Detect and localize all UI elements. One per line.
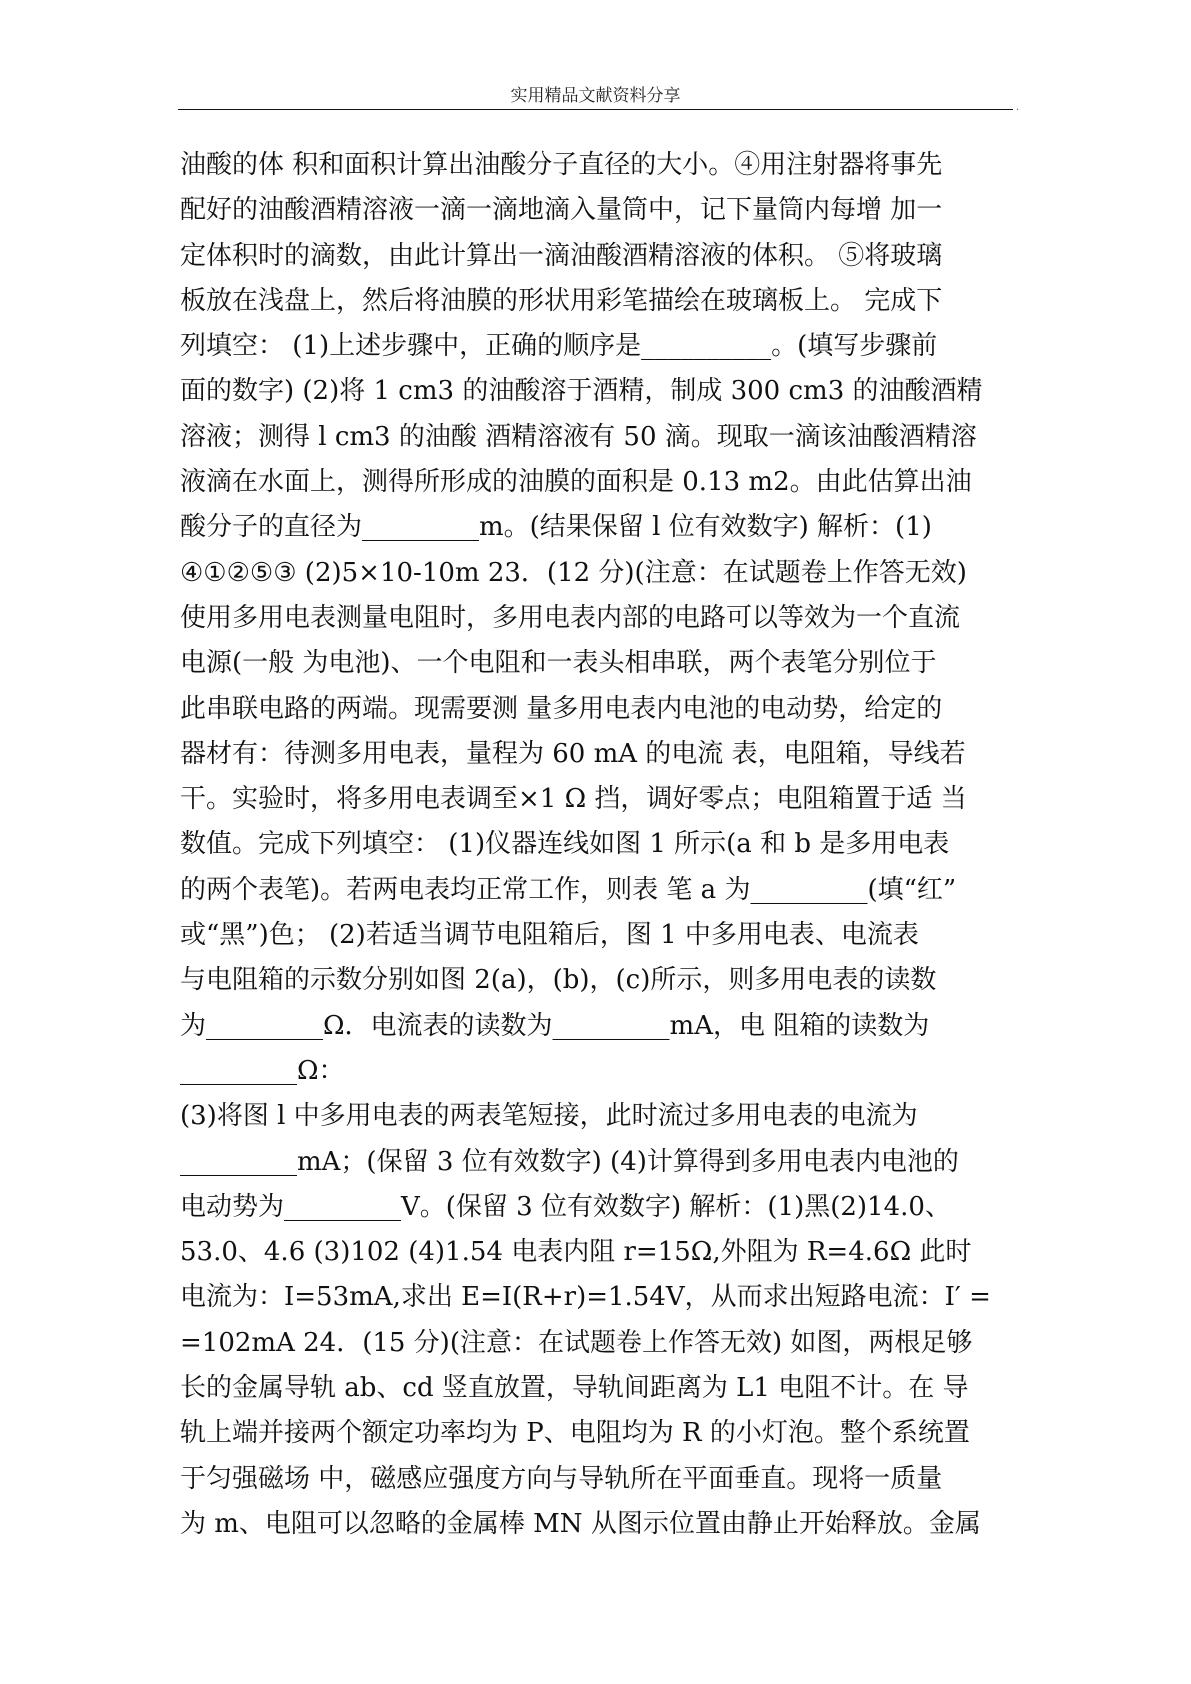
text-line: 液滴在水面上，测得所形成的油膜的面积是 0.13 m2。由此估算出油	[180, 467, 972, 498]
text-line: 干。实验时，将多用电表调至×1 Ω 挡，调好零点；电阻箱置于适 当	[180, 784, 967, 815]
text-line: 轨上端并接两个额定功率均为 P、电阻均为 R 的小灯泡。整个系统置	[180, 1418, 970, 1449]
text-line: _________Ω：	[180, 1055, 345, 1086]
text-line: 此串联电路的两端。现需要测 量多用电表内电池的电动势，给定的	[180, 693, 943, 724]
text-line: 数值。完成下列填空： (1)仪器连线如图 1 所示(a 和 b 是多用电表	[180, 829, 950, 860]
document-body	[180, 143, 1030, 1547]
text-line: 酸分子的直径为_________m。(结果保留 l 位有效数字) 解析：(1)	[180, 512, 932, 543]
text-line: 面的数字) (2)将 1 cm3 的油酸溶于酒精，制成 300 cm3 的油酸酒精	[180, 376, 983, 407]
text-line: 或“黑”)色； (2)若适当调节电阻箱后，图 1 中多用电表、电流表	[180, 920, 919, 951]
text-line: 53.0、4.6 (3)102 (4)1.54 电表内阻 r=15Ω,外阻为 R=4.6Ω 此时	[180, 1237, 972, 1268]
text-line: 油酸的体 积和面积计算出油酸分子直径的大小。④用注射器将事先	[180, 150, 943, 180]
text-line: 定体积时的滴数，由此计算出一滴油酸酒精溶液的体积。 ⑤将玻璃	[180, 240, 943, 271]
header-mark: .	[1016, 102, 1020, 113]
text-line: 溶液；测得 l cm3 的油酸 酒精溶液有 50 滴。现取一滴该油酸酒精溶	[180, 421, 977, 452]
text-line: =102mA 24．(15 分)(注意：在试题卷上作答无效) 如图，两根足够	[180, 1327, 973, 1358]
text-line: 使用多用电表测量电阻时，多用电表内部的电路可以等效为一个直流	[180, 602, 961, 633]
text-line: 板放在浅盘上，然后将油膜的形状用彩笔描绘在玻璃板上。 完成下	[180, 285, 943, 316]
text-line: 于匀强磁场 中，磁感应强度方向与导轨所在平面垂直。现将一质量	[180, 1463, 943, 1494]
text-line: 与电阻箱的示数分别如图 2(a)，(b)，(c)所示，则多用电表的读数	[180, 965, 937, 996]
text-line: 列填空： (1)上述步骤中，正确的顺序是__________。(填写步骤前	[180, 331, 938, 362]
text-line: 为_________Ω．电流表的读数为_________mA，电 阻箱的读数为	[180, 1010, 930, 1041]
text-line: 长的金属导轨 ab、cd 竖直放置，导轨间距离为 L1 电阻不计。在 导	[180, 1373, 969, 1404]
text-line: ④①②⑤③ (2)5×10-10m 23．(12 分)(注意：在试题卷上作答无效)	[180, 557, 967, 588]
text-line: 电动势为_________V。(保留 3 位有效数字) 解析：(1)黑(2)14.0、	[180, 1191, 951, 1222]
text-line: 为 m、电阻可以忽略的金属棒 MN 从图示位置由静止开始释放。金属	[180, 1508, 981, 1539]
header-rule	[178, 109, 1013, 110]
text-line: _________mA；(保留 3 位有效数字) (4)计算得到多用电表内电池的	[180, 1146, 959, 1177]
text-line: (3)将图 l 中多用电表的两表笔短接，此时流过多用电表的电流为	[180, 1101, 918, 1132]
text-line: 电源(一般 为电池)、一个电阻和一表头相串联，两个表笔分别位于	[180, 648, 937, 679]
text-line: 器材有：待测多用电表，量程为 60 mA 的电流 表，电阻箱，导线若	[180, 738, 966, 769]
page-header: 实用精品文献资料分享	[510, 86, 681, 106]
text-line: 配好的油酸酒精溶液一滴一滴地滴入量筒中，记下量筒内每增 加一	[180, 195, 943, 226]
text-line: 的两个表笔)。若两电表均正常工作，则表 笔 a 为_________(填“红”	[180, 874, 957, 905]
text-line: 电流为：I=53mA,求出 E=I(R+r)=1.54V，从而求出短路电流：I′ =	[180, 1282, 991, 1313]
